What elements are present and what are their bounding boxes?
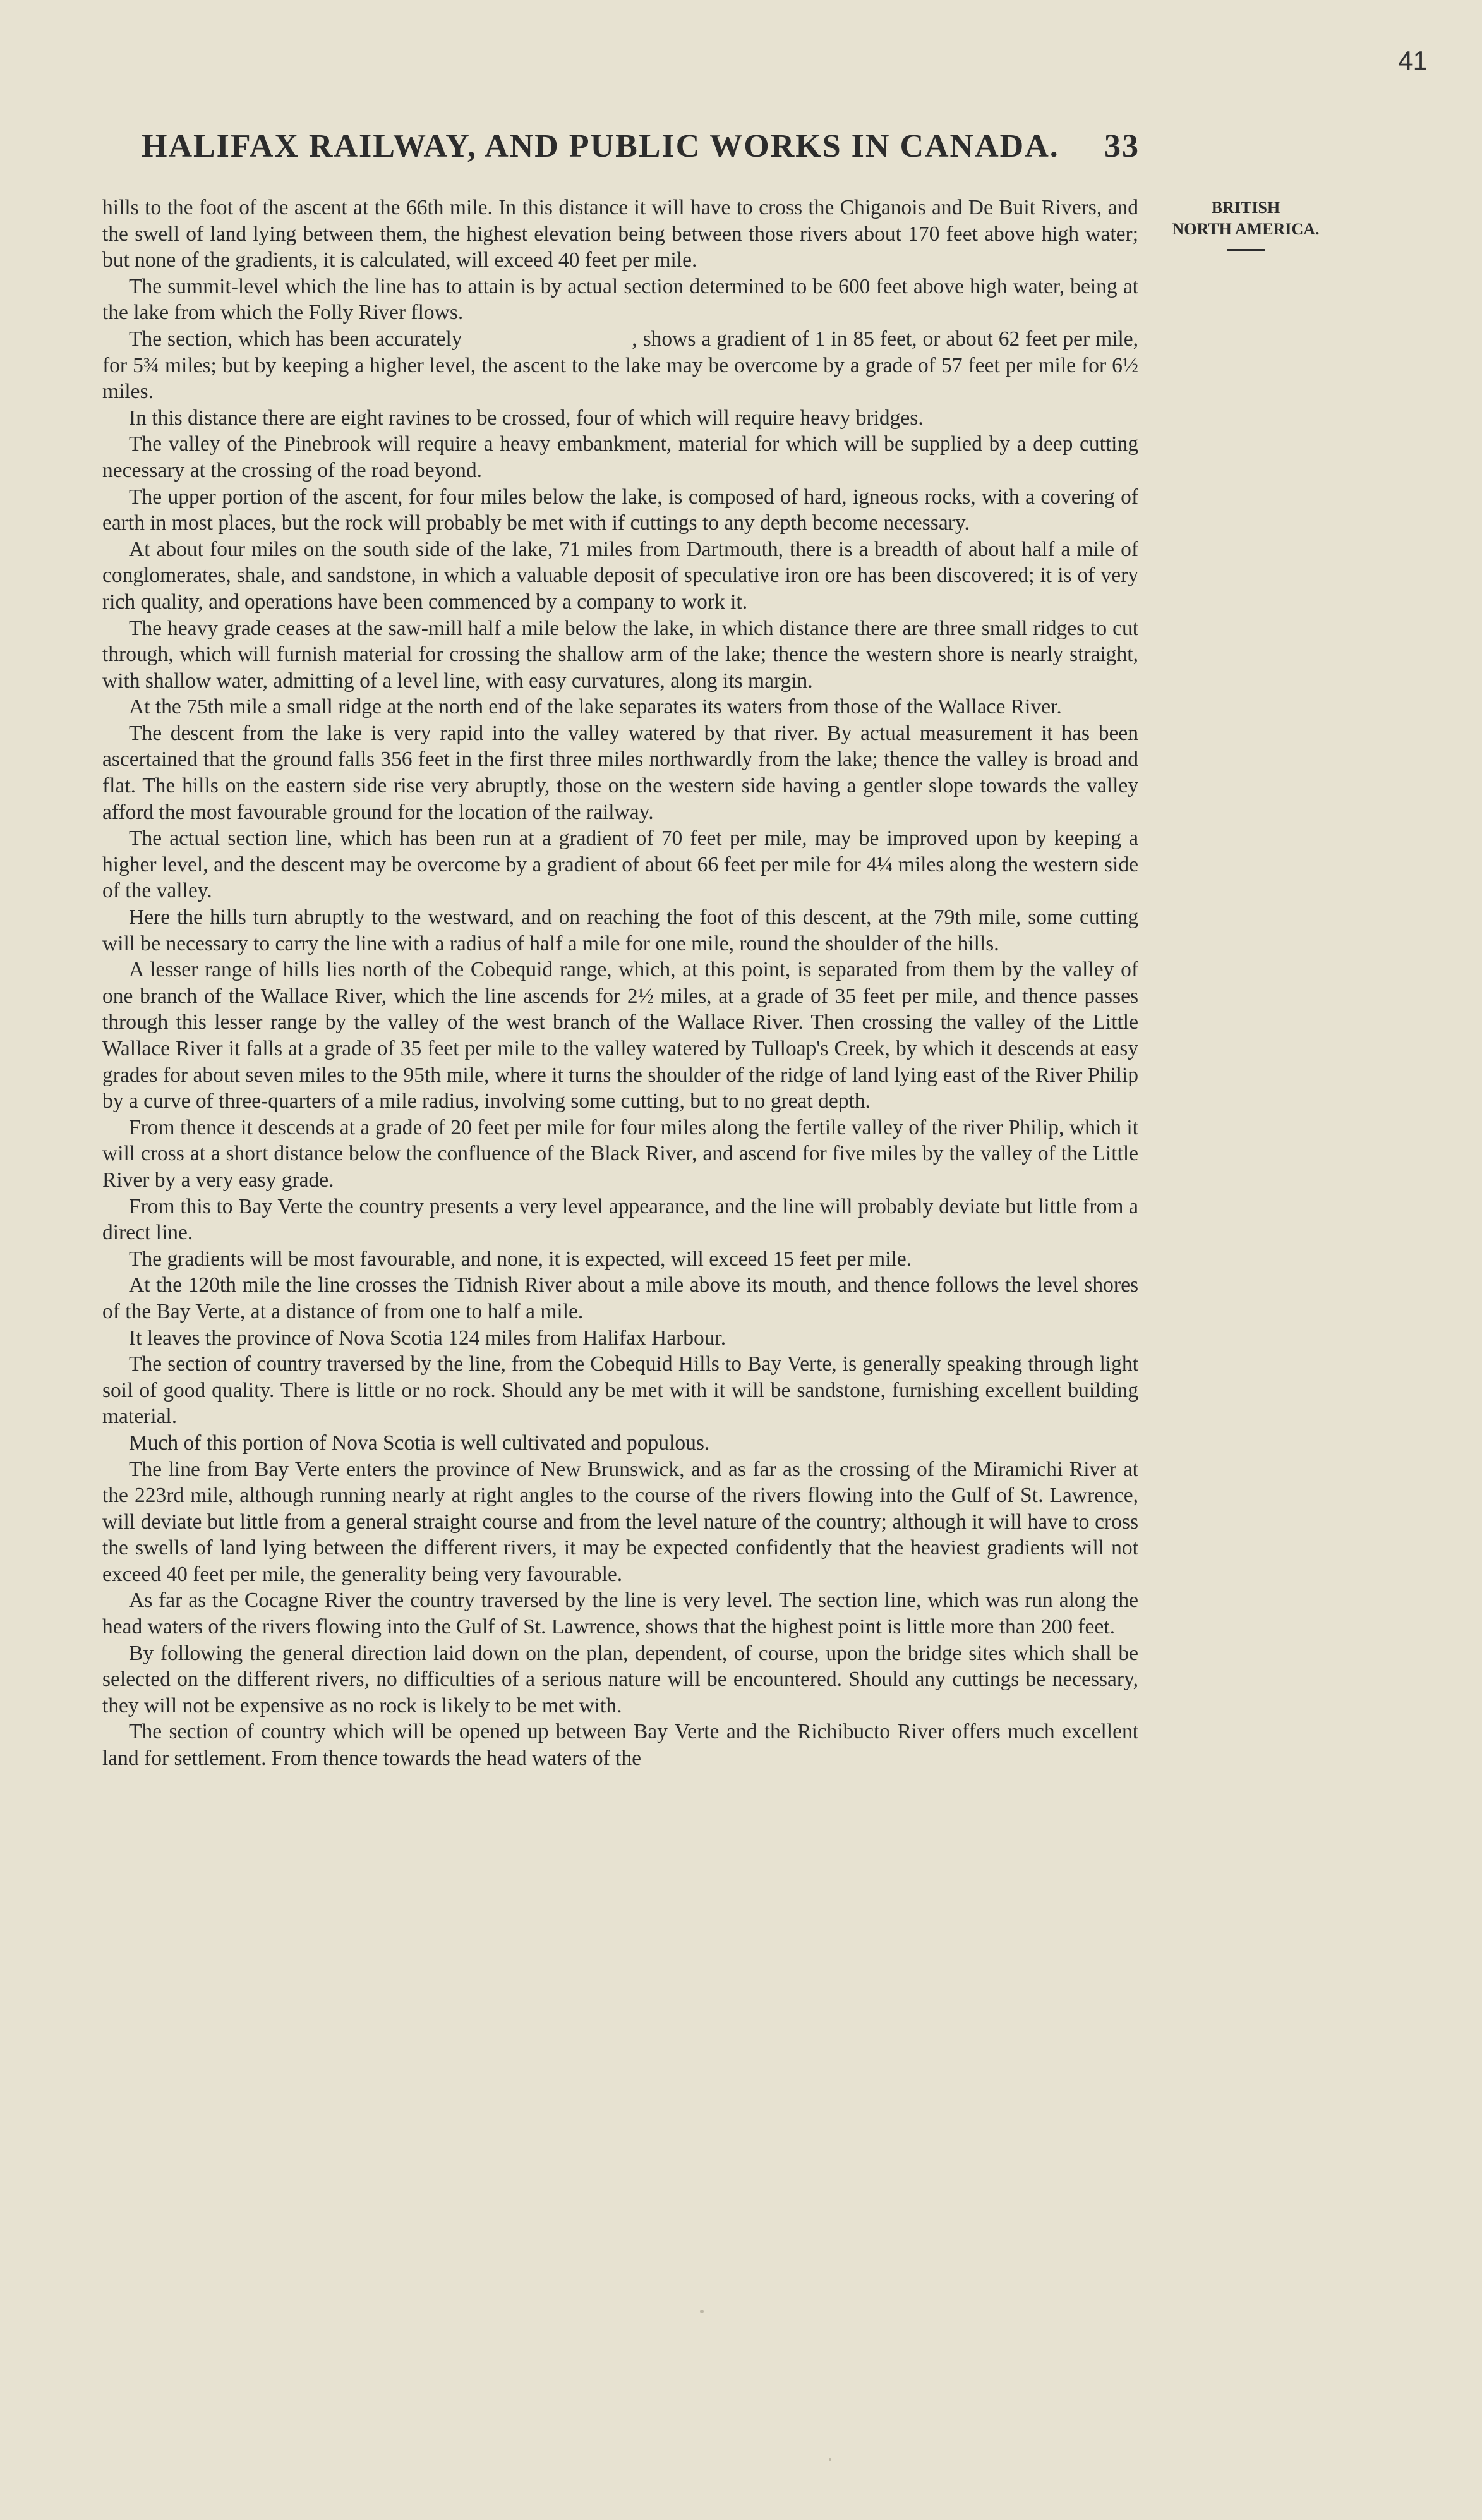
paper-speck [829, 2458, 831, 2461]
header-title: HALIFAX RAILWAY, AND PUBLIC WORKS IN CANADA. [142, 128, 1059, 164]
margin-note-line-1: BRITISH [1211, 198, 1280, 217]
paragraph: The gradients will be most favourable, and none, it is expected, will exceed 15 feet per mile. [129, 1247, 912, 1271]
paragraph: The valley of the Pinebrook will require a heavy embankment, material for which will be supplied by a deep cutting necessary at the crossing of the road beyond. [102, 432, 1138, 482]
paragraph: The section, which has been accurately , shows a gradient of 1 in 85 feet, or about 62 feet per mile, for 5¾ miles; but by keeping a higher level, the ascent to the lake may be overcome by a grade of 57 feet per mile for 6½ miles. [102, 327, 1144, 404]
paragraph: The summit-level which the line has to attain is by actual section determined to be 600 feet above high water, being at the lake from which the Folly River flows. [102, 274, 1138, 325]
paragraph: In this distance there are eight ravines to be crossed, four of which will require heavy bridges. [129, 406, 924, 430]
margin-note [1151, 197, 1340, 251]
paragraph: Here the hills turn abruptly to the westward, and on reaching the foot of this descent, at the 79th mile, some cutting will be necessary to carry the line with a radius of half a mile for one mile, round the shoulder of the hills. [102, 906, 1138, 955]
paragraph: The heavy grade ceases at the saw-mill half a mile below the lake, in which distance there are three small ridges to cut through, which will furnish material for crossing the shallow arm of the lake; thence the western shore is nearly straight, with shallow water, admitting of a level line, with easy curvatures, along its margin. [102, 616, 1138, 693]
running-header [142, 128, 1140, 165]
page-number: 41 [1398, 45, 1428, 75]
paragraph: As far as the Cocagne River the country traversed by the line is very level. The section line, which was run along the head waters of the rivers flowing into the Gulf of St. Lawrence, shows that the highest point is little more than 200 feet. [102, 1589, 1138, 1639]
margin-note-rule [1227, 249, 1265, 251]
paper-speck [700, 2310, 704, 2313]
paragraph: At the 120th mile the line crosses the Tidnish River about a mile above its mouth, and thence follows the level shores of the Bay Verte, at a distance of from one to half a mile. [102, 1273, 1138, 1323]
paragraph: The line from Bay Verte enters the province of New Brunswick, and as far as the crossing of the Miramichi River at the 223rd mile, although running nearly at right angles to the course of the rivers flowing into the Gulf of St. Lawrence, will deviate but little from a general straight course and from the level nature of the country; although it will have to cross the swells of land lying between the different rivers, it may be expected confidently that the heaviest gradients will not exceed 40 feet per mile, the generality being very favourable. [102, 1457, 1138, 1586]
paragraph: Much of this portion of Nova Scotia is well cultivated and populous. [129, 1431, 710, 1455]
paragraph: It leaves the province of Nova Scotia 124 miles from Halifax Harbour. [129, 1326, 726, 1350]
paragraph: At the 75th mile a small ridge at the north end of the lake separates its waters from those of the Wallace River. [129, 695, 1062, 719]
paragraph: At about four miles on the south side of the lake, 71 miles from Dartmouth, there is a breadth of about half a mile of conglomerates, shale, and sandstone, in which a valuable deposit of speculative iron ore has been discovered; it is of very rich quality, and operations have been commenced by a company to work it. [102, 537, 1138, 614]
paragraph: The descent from the lake is very rapid into the valley watered by that river. By actual measurement it has been ascertained that the ground falls 356 feet in the first three miles northwardly from the lake; thence the valley is broad and flat. The hills on the eastern side rise very abruptly, those on the western side having a gentler slope towards the valley afford the most favourable ground for the location of the railway. [102, 721, 1138, 824]
paragraph: The section of country traversed by the line, from the Cobequid Hills to Bay Verte, is generally speaking through light soil of good quality. There is little or no rock. Should any be met with it will be sandstone, furnishing excellent building material. [102, 1352, 1138, 1429]
paragraph: The actual section line, which has been run at a gradient of 70 feet per mile, may be improved upon by keeping a higher level, and the descent may be overcome by a gradient of about 66 feet per mile for 4¼ miles along the western side of the valley. [102, 827, 1138, 903]
paragraph: The section of country which will be opened up between Bay Verte and the Richibucto River offers much excellent land for settlement. From thence towards the head waters of the [102, 1720, 1138, 1771]
header-page-number: 33 [1104, 128, 1140, 164]
paragraph: By following the general direction laid down on the plan, dependent, of course, upon the bridge sites which shall be selected on the different rivers, no difficulties of a serious nature will be encountered. Should any cuttings be necessary, they will not be expensive as no rock is likely to be met with. [102, 1641, 1138, 1717]
margin-note-line-2: NORTH AMERICA. [1172, 220, 1320, 238]
paragraph: From thence it descends at a grade of 20 feet per mile for four miles along the fertile valley of the river Philip, which it will cross at a short distance below the confluence of the Black River, and ascend for five miles by the valley of the Little River by a very easy grade. [102, 1115, 1138, 1192]
paragraph: A lesser range of hills lies north of the Cobequid range, which, at this point, is separated from them by the valley of one branch of the Wallace River, which the line ascends for 2½ miles, at a grade of 35 feet per mile, and thence passes through this lesser range by the valley of the west branch of the Wallace River. Then crossing the valley of the Little Wallace River it falls at a grade of 35 feet per mile to the valley watered by Tulloap's Creek, by which it descends at easy grades for about seven miles to the 95th mile, where it turns the shoulder of the ridge of land lying east of the River Philip by a curve of three-quarters of a mile radius, involving some cutting, but to no great depth. [102, 958, 1138, 1113]
paragraph: From this to Bay Verte the country presents a very level appearance, and the line will probably deviate but little from a direct line. [102, 1194, 1138, 1245]
paragraph: hills to the foot of the ascent at the 66th mile. In this distance it will have to cross the Chiganois and De Buit Rivers, and the swell of land lying between them, the highest elevation being between those rivers about 170 feet above high water; but none of the gradients, it is calculated, will exceed 40 feet per mile. [102, 196, 1138, 272]
body-text [102, 195, 1144, 1772]
paragraph: The upper portion of the ascent, for four miles below the lake, is composed of hard, igneous rocks, with a covering of earth in most places, but the rock will probably be met with if cuttings to any depth become necessary. [102, 485, 1138, 535]
